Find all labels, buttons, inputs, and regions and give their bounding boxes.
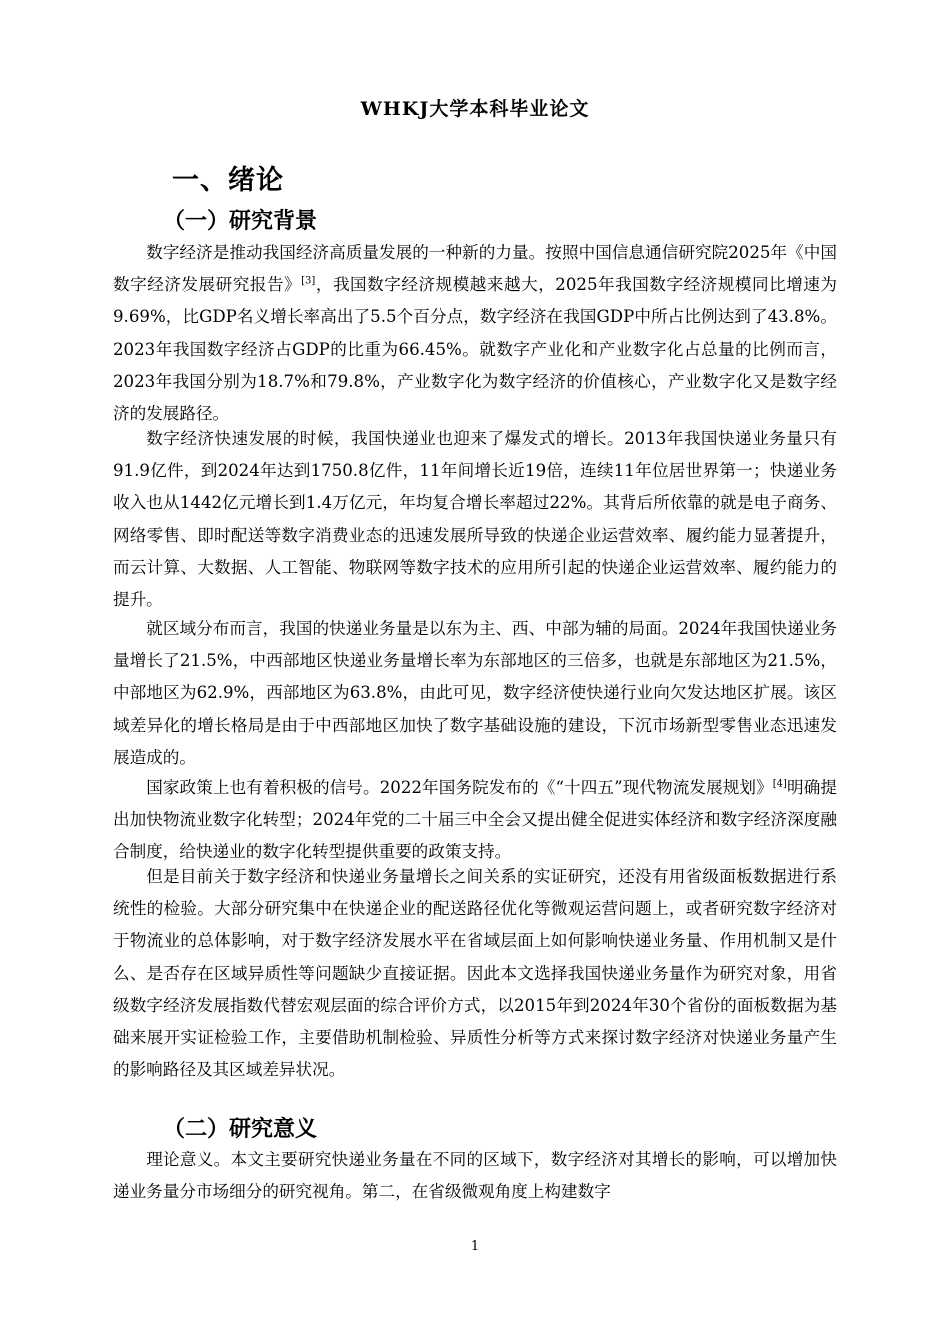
paragraph-text: 数字经济是推动我国经济高质量发展的一种新的力量。按照中国信息通信研究院2025年《中国数字经济发展研究报告》 [113, 243, 837, 295]
paragraph-research-gap: 但是目前关于数字经济和快递业务量增长之间关系的实证研究，还没有用省级面板数据进行系统性的检验。大部分研究集中在快递企业的配送路径优化等微观运营问题上，或者研究数字经济对于物流业的总体影响，对于数字经济发展水平在省域层面上如何影响快递业务量、作用机制又是什么、是否存在区域异质性等问题缺少直接证据。因此本文选择我国快递业务量作为研究对象，用省级数字经济发展指数代替宏观层面的综合评价方式，以2015年到2024年30个省份的面板数据为基础来展开实证检验工作，主要借助机制检验、异质性分析等方式来探讨数字经济对快递业务量产生的影响路径及其区域差异状况。 [113, 867, 837, 1080]
paragraph-text: 明确提出加快物流业数字化转型；2024年党的二十届三中全会又提出健全促进实体经济和数字经济深度融合制度，给快递业的数字化转型提供重要的政策支持。 [113, 778, 837, 862]
paragraph-express-growth: 数字经济快速发展的时候，我国快递业也迎来了爆发式的增长。2013年我国快递业务量只有91.9亿件，到2024年达到1750.8亿件，11年间增长近19倍，连续11年位居世界第一；快递业务收入也从1442亿元增长到1.4万亿元，年均复合增长率超过22%。其背后所依靠的就是电子商务、网络零售、即时配送等数字消费业态的迅速发展所导致的快递企业运营效率、履约能力显著提升，而云计算、大数据、人工智能、物联网等数字技术的应用所引起的快递企业运营效率、履约能力的提升。 [113, 429, 837, 610]
paragraph-digital-economy [113, 237, 837, 430]
page-number: 1 [470, 1239, 480, 1254]
paragraph-policy [113, 772, 837, 869]
paragraph-text: 国家政策上也有着积极的信号。2022年国务院发布的《“十四五”现代物流发展规划》 [146, 778, 773, 797]
running-header: WHKJ大学本科毕业论文 [360, 98, 590, 120]
paragraph-regional-distribution: 就区域分布而言，我国的快递业务量是以东为主、西、中部为辅的局面。2024年我国快递业务量增长了21.5%，中西部地区快递业务量增长率为东部地区的三倍多，也就是东部地区为21.5%，中部地区为62.9%，西部地区为63.8%，由此可见，数字经济使快递行业向欠发达地区扩展。该区域差异化的增长格局是由于中西部地区加快了数字基础设施的建设，下沉市场新型零售业态迅速发展造成的。 [113, 619, 837, 767]
citation-marker: [3] [301, 275, 316, 287]
citation-marker: [4] [772, 778, 787, 790]
section-heading-background: （一）研究背景 [163, 209, 318, 234]
section-heading-significance: （二）研究意义 [163, 1117, 318, 1142]
paragraph-text: ，我国数字经济规模越来越大，2025年我国数字经济规模同比增速为9.69%，比GDP名义增长率高出了5.5个百分点，数字经济在我国GDP中所占比例达到了43.8%。2023年我国数字经济占GDP的比重为66.45%。就数字产业化和产业数字化占总量的比例而言，2023年我国分别为18.7%和79.8%，产业数字化为数字经济的价值核心，产业数字化又是数字经济的发展路径。 [113, 275, 837, 424]
chapter-title: 一、绪论 [172, 165, 284, 196]
paragraph-theoretical-significance: 理论意义。本文主要研究快递业务量在不同的区域下，数字经济对其增长的影响，可以增加快递业务量分市场细分的研究视角。第二，在省级微观角度上构建数字 [113, 1150, 837, 1202]
